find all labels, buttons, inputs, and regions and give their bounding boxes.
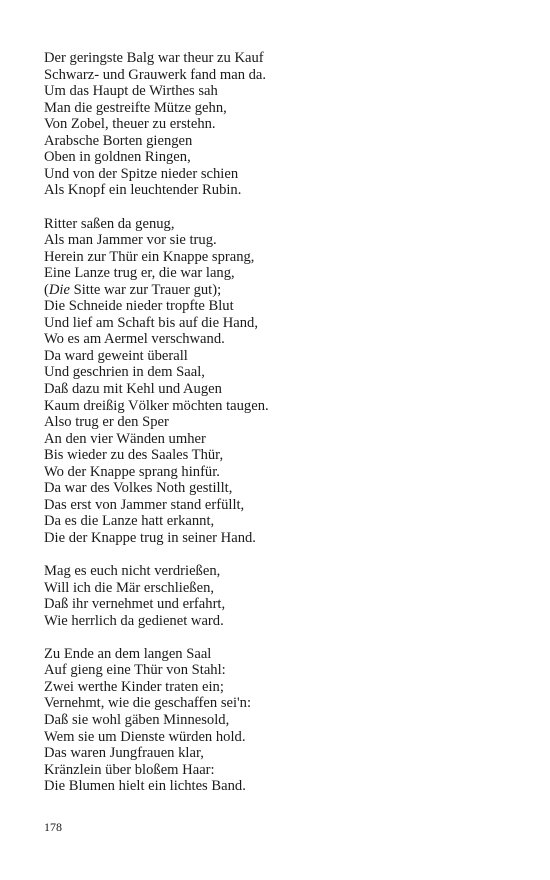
verse-line: Wo es am Aermel verschwand. bbox=[44, 331, 225, 348]
paren-open: ( bbox=[44, 281, 49, 298]
verse-line: Das waren Jungfrauen klar, bbox=[44, 745, 204, 762]
verse-line: Also trug er den Sper bbox=[44, 414, 169, 431]
verse-line: Daß dazu mit Kehl und Augen bbox=[44, 380, 222, 397]
verse-line: Die Blumen hielt ein lichtes Band. bbox=[44, 778, 246, 795]
verse-line: Wie herrlich da gedienet ward. bbox=[44, 612, 224, 629]
verse-line: Mag es euch nicht verdrießen, bbox=[44, 563, 221, 580]
stanza-2 bbox=[44, 216, 514, 547]
verse-line: Schwarz- und Grauwerk fand man da. bbox=[44, 66, 267, 83]
verse-line: Als Knopf ein leuchtender Rubin. bbox=[44, 182, 242, 199]
verse-line: Kränzlein über bloßem Haar: bbox=[44, 761, 215, 778]
verse-line: Vernehmt, wie die geschaffen sei'n: bbox=[44, 695, 252, 712]
verse-line: Die der Knappe trug in seiner Hand. bbox=[44, 529, 256, 546]
page-number: 178 bbox=[44, 820, 62, 834]
verse-line: Eine Lanze trug er, die war lang, bbox=[44, 265, 235, 282]
verse-line: Herein zur Thür ein Knappe sprang, bbox=[44, 248, 255, 265]
verse-line: Die Schneide nieder tropfte Blut bbox=[44, 298, 234, 315]
verse-line: Der geringste Balg war theur zu Kauf bbox=[44, 50, 264, 66]
verse-line-italic bbox=[44, 282, 514, 299]
verse-line: Und geschrien in dem Saal, bbox=[44, 364, 205, 381]
verse-line: Kaum dreißig Völker möchten taugen. bbox=[44, 397, 269, 414]
italic-word: Die bbox=[48, 281, 70, 298]
verse-line: Oben in goldnen Ringen, bbox=[44, 149, 191, 166]
verse-line: Daß sie wohl gäben Minnesold, bbox=[44, 712, 230, 729]
verse-line: Da war des Volkes Noth gestillt, bbox=[44, 480, 233, 497]
verse-line: Als man Jammer vor sie trug. bbox=[44, 232, 217, 249]
verse-line: Da es die Lanze hatt erkannt, bbox=[44, 513, 215, 530]
verse-line: Auf gieng eine Thür von Stahl: bbox=[44, 662, 226, 679]
verse-line: Arabsche Borten giengen bbox=[44, 132, 193, 149]
verse-line: Zwei werthe Kinder traten ein; bbox=[44, 678, 224, 695]
stanza-3 bbox=[44, 563, 514, 629]
stanza-1 bbox=[44, 50, 514, 199]
verse-line: Ritter saßen da genug, bbox=[44, 215, 175, 232]
verse-line: Will ich die Mär erschließen, bbox=[44, 579, 215, 596]
verse-line: Man die gestreifte Mütze gehn, bbox=[44, 99, 227, 116]
verse-line: An den vier Wänden umher bbox=[44, 430, 206, 447]
verse-line: Da ward geweint überall bbox=[44, 347, 188, 364]
verse-line: Und lief am Schaft bis auf die Hand, bbox=[44, 314, 258, 331]
verse-line: Bis wieder zu des Saales Thür, bbox=[44, 447, 224, 464]
verse-line: Wem sie um Dienste würden hold. bbox=[44, 728, 246, 745]
poem-text bbox=[44, 50, 514, 811]
verse-line: Und von der Spitze nieder schien bbox=[44, 165, 239, 182]
verse-line: Das erst von Jammer stand erfüllt, bbox=[44, 496, 245, 513]
verse-line: Von Zobel, theuer zu erstehn. bbox=[44, 116, 216, 133]
stanza-4 bbox=[44, 646, 514, 795]
verse-line: Daß ihr vernehmet und erfahrt, bbox=[44, 596, 226, 613]
line-rest: Sitte war zur Trauer gut); bbox=[69, 281, 222, 298]
verse-line: Um das Haupt de Wirthes sah bbox=[44, 83, 218, 100]
verse-line: Wo der Knappe sprang hinfür. bbox=[44, 463, 220, 480]
verse-line: Zu Ende an dem langen Saal bbox=[44, 645, 212, 662]
